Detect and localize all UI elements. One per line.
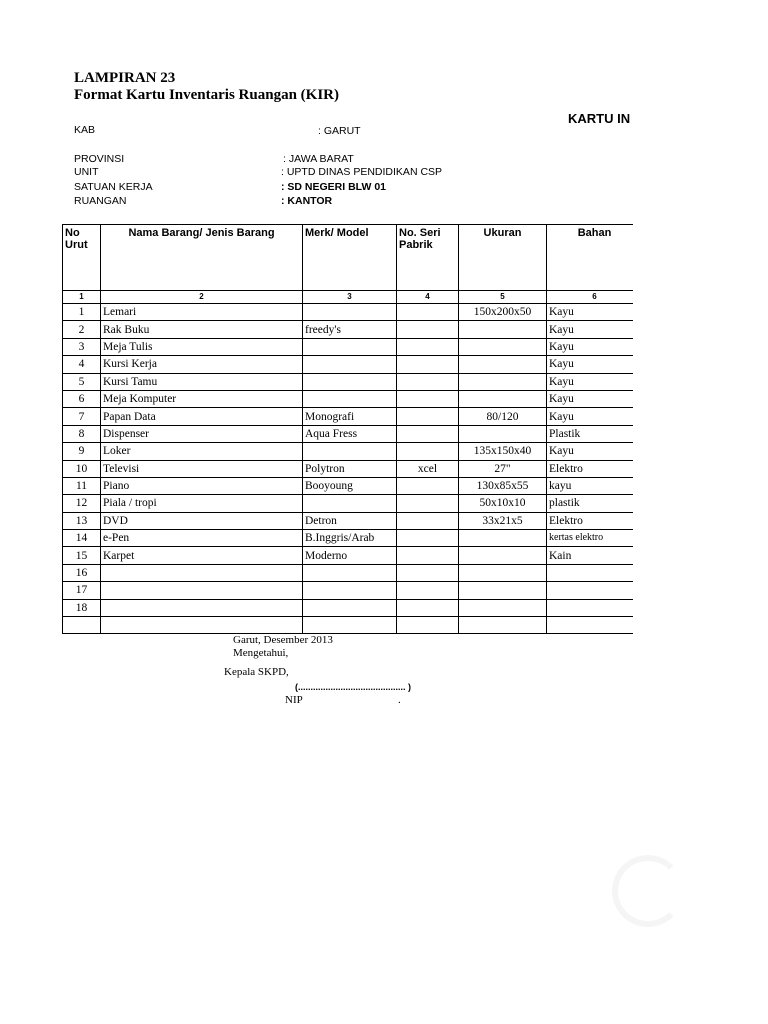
- cell-ukuran: [459, 547, 547, 564]
- cell-no-urut: [63, 617, 101, 634]
- table-row: [63, 390, 643, 407]
- nip-dot: .: [398, 694, 401, 706]
- cell-bahan: Kayu: [547, 356, 643, 373]
- index-cell: 5: [459, 291, 547, 304]
- cell-ukuran: [459, 390, 547, 407]
- cell-ukuran: 135x150x40: [459, 443, 547, 460]
- cell-merk-model: [303, 495, 397, 512]
- header-no-urut: No Urut: [63, 225, 101, 291]
- cell-bahan: Kayu: [547, 338, 643, 355]
- header-bahan: Bahan: [547, 225, 643, 291]
- cell-ukuran: 130x85x55: [459, 477, 547, 494]
- cell-ukuran: 27": [459, 460, 547, 477]
- table-row: [63, 304, 643, 321]
- header-no-seri: No. Seri Pabrik: [397, 225, 459, 291]
- cell-bahan: Kayu: [547, 443, 643, 460]
- cell-bahan: Kayu: [547, 321, 643, 338]
- cell-ukuran: [459, 425, 547, 442]
- cell-bahan: [547, 564, 643, 581]
- cell-ukuran: [459, 338, 547, 355]
- cell-ukuran: 50x10x10: [459, 495, 547, 512]
- cell-merk-model: Aqua Fress: [303, 425, 397, 442]
- cell-ukuran: [459, 321, 547, 338]
- cell-merk-model: Monografi: [303, 408, 397, 425]
- cell-bahan: [547, 582, 643, 599]
- cell-no-seri: [397, 373, 459, 390]
- cell-bahan: Kain: [547, 547, 643, 564]
- cell-no-seri: [397, 582, 459, 599]
- cell-ukuran: [459, 564, 547, 581]
- unit-value: : UPTD DINAS PENDIDIKAN CSP: [281, 166, 443, 178]
- index-cell: 2: [101, 291, 303, 304]
- cell-no-urut: 15: [63, 547, 101, 564]
- satuan-kerja-label: SATUAN KERJA: [74, 181, 153, 193]
- cell-no-urut: 4: [63, 356, 101, 373]
- table-row: [63, 425, 643, 442]
- kab-label: KAB: [74, 124, 96, 136]
- cell-nama-barang: [101, 582, 303, 599]
- cell-merk-model: [303, 373, 397, 390]
- table-row: [63, 477, 643, 494]
- kartu-title: KARTU IN: [568, 111, 631, 126]
- cell-bahan: Elektro: [547, 460, 643, 477]
- cell-nama-barang: Kursi Tamu: [101, 373, 303, 390]
- cell-merk-model: [303, 443, 397, 460]
- cell-bahan: Kayu: [547, 373, 643, 390]
- ruangan-value: : KANTOR: [281, 195, 333, 207]
- cell-ukuran: [459, 530, 547, 547]
- table-row: [63, 512, 643, 529]
- header-merk-model: Merk/ Model: [303, 225, 397, 291]
- cell-ukuran: [459, 356, 547, 373]
- place-date: Garut, Desember 2013: [233, 634, 333, 646]
- cell-no-urut: 17: [63, 582, 101, 599]
- cell-bahan: Kayu: [547, 304, 643, 321]
- cell-merk-model: B.Inggris/Arab: [303, 530, 397, 547]
- cell-ukuran: 150x200x50: [459, 304, 547, 321]
- cell-merk-model: [303, 582, 397, 599]
- cell-no-seri: [397, 477, 459, 494]
- cell-merk-model: [303, 338, 397, 355]
- cell-no-seri: [397, 547, 459, 564]
- table-row: [63, 408, 643, 425]
- signature-name-placeholder: (........................................... ): [295, 682, 412, 692]
- table-row: [63, 564, 643, 581]
- cell-ukuran: [459, 617, 547, 634]
- cell-bahan: [547, 617, 643, 634]
- ruangan-label: RUANGAN: [74, 195, 127, 207]
- index-cell: 6: [547, 291, 643, 304]
- index-cell: 1: [63, 291, 101, 304]
- cell-no-urut: 14: [63, 530, 101, 547]
- cell-nama-barang: Rak Buku: [101, 321, 303, 338]
- table-row: [63, 530, 643, 547]
- cell-bahan: kertas elektro: [547, 530, 643, 547]
- cell-merk-model: Booyoung: [303, 477, 397, 494]
- cell-no-seri: [397, 443, 459, 460]
- cell-no-seri: [397, 495, 459, 512]
- unit-label: UNIT: [74, 166, 99, 178]
- provinsi-value: : JAWA BARAT: [283, 153, 354, 165]
- cell-no-urut: 16: [63, 564, 101, 581]
- cell-no-urut: 18: [63, 599, 101, 616]
- cell-merk-model: Moderno: [303, 547, 397, 564]
- cell-nama-barang: Meja Komputer: [101, 390, 303, 407]
- cell-no-urut: 13: [63, 512, 101, 529]
- header-nama-barang: Nama Barang/ Jenis Barang: [101, 225, 303, 291]
- table-row: [63, 356, 643, 373]
- cell-no-urut: 2: [63, 321, 101, 338]
- cell-nama-barang: Televisi: [101, 460, 303, 477]
- cell-nama-barang: Meja Tulis: [101, 338, 303, 355]
- cell-no-urut: 6: [63, 390, 101, 407]
- lampiran-title: LAMPIRAN 23: [74, 70, 176, 86]
- cell-nama-barang: [101, 599, 303, 616]
- index-cell: 3: [303, 291, 397, 304]
- table-row: [63, 617, 643, 634]
- cell-nama-barang: [101, 564, 303, 581]
- cell-ukuran: 33x21x5: [459, 512, 547, 529]
- index-cell: 4: [397, 291, 459, 304]
- cell-nama-barang: [101, 617, 303, 634]
- cell-ukuran: [459, 373, 547, 390]
- cell-no-seri: [397, 512, 459, 529]
- cell-merk-model: Polytron: [303, 460, 397, 477]
- cell-no-urut: 5: [63, 373, 101, 390]
- cell-nama-barang: DVD: [101, 512, 303, 529]
- table-row: [63, 443, 643, 460]
- table-row: [63, 582, 643, 599]
- cell-nama-barang: e-Pen: [101, 530, 303, 547]
- cell-no-seri: xcel: [397, 460, 459, 477]
- cell-nama-barang: Loker: [101, 443, 303, 460]
- cell-no-seri: [397, 390, 459, 407]
- table-row: [63, 495, 643, 512]
- cell-no-seri: [397, 408, 459, 425]
- cell-no-urut: 8: [63, 425, 101, 442]
- table-row: [63, 321, 643, 338]
- cell-bahan: plastik: [547, 495, 643, 512]
- cell-merk-model: [303, 304, 397, 321]
- cell-merk-model: [303, 390, 397, 407]
- cell-nama-barang: Piano: [101, 477, 303, 494]
- cell-no-seri: [397, 338, 459, 355]
- cell-no-urut: 11: [63, 477, 101, 494]
- cell-no-urut: 3: [63, 338, 101, 355]
- cell-no-urut: 7: [63, 408, 101, 425]
- column-index-row: [63, 291, 643, 304]
- cell-no-seri: [397, 425, 459, 442]
- cell-bahan: Kayu: [547, 408, 643, 425]
- watermark-shape: [612, 855, 684, 927]
- mengetahui-label: Mengetahui,: [233, 647, 289, 659]
- cell-bahan: [547, 599, 643, 616]
- cell-ukuran: [459, 599, 547, 616]
- inventory-table: [62, 224, 643, 634]
- cell-ukuran: 80/120: [459, 408, 547, 425]
- kab-value: : GARUT: [318, 125, 361, 137]
- cell-nama-barang: Kursi Kerja: [101, 356, 303, 373]
- cell-no-urut: 9: [63, 443, 101, 460]
- cell-merk-model: [303, 617, 397, 634]
- table-row: [63, 338, 643, 355]
- cell-bahan: Plastik: [547, 425, 643, 442]
- cell-bahan: Kayu: [547, 390, 643, 407]
- cell-no-seri: [397, 321, 459, 338]
- cell-no-urut: 1: [63, 304, 101, 321]
- cell-nama-barang: Lemari: [101, 304, 303, 321]
- cell-no-seri: [397, 530, 459, 547]
- cell-merk-model: [303, 599, 397, 616]
- cell-bahan: Elektro: [547, 512, 643, 529]
- satuan-kerja-value: : SD NEGERI BLW 01: [281, 181, 387, 193]
- table-row: [63, 599, 643, 616]
- cell-no-seri: [397, 304, 459, 321]
- cell-no-seri: [397, 599, 459, 616]
- cell-nama-barang: Karpet: [101, 547, 303, 564]
- cell-no-seri: [397, 617, 459, 634]
- cell-no-seri: [397, 564, 459, 581]
- cell-ukuran: [459, 582, 547, 599]
- cell-merk-model: [303, 564, 397, 581]
- cell-no-seri: [397, 356, 459, 373]
- kepala-skpd-label: Kepala SKPD,: [224, 666, 289, 678]
- cell-merk-model: [303, 356, 397, 373]
- nip-label: NIP: [285, 694, 303, 706]
- table-row: [63, 373, 643, 390]
- table-row: [63, 547, 643, 564]
- table-row: [63, 460, 643, 477]
- cell-bahan: kayu: [547, 477, 643, 494]
- format-title: Format Kartu Inventaris Ruangan (KIR): [74, 87, 339, 103]
- provinsi-label: PROVINSI: [74, 153, 125, 165]
- cell-nama-barang: Piala / tropi: [101, 495, 303, 512]
- cell-no-urut: 10: [63, 460, 101, 477]
- cell-nama-barang: Dispenser: [101, 425, 303, 442]
- cell-nama-barang: Papan Data: [101, 408, 303, 425]
- cell-merk-model: freedy's: [303, 321, 397, 338]
- header-ukuran: Ukuran: [459, 225, 547, 291]
- cell-no-urut: 12: [63, 495, 101, 512]
- cell-merk-model: Detron: [303, 512, 397, 529]
